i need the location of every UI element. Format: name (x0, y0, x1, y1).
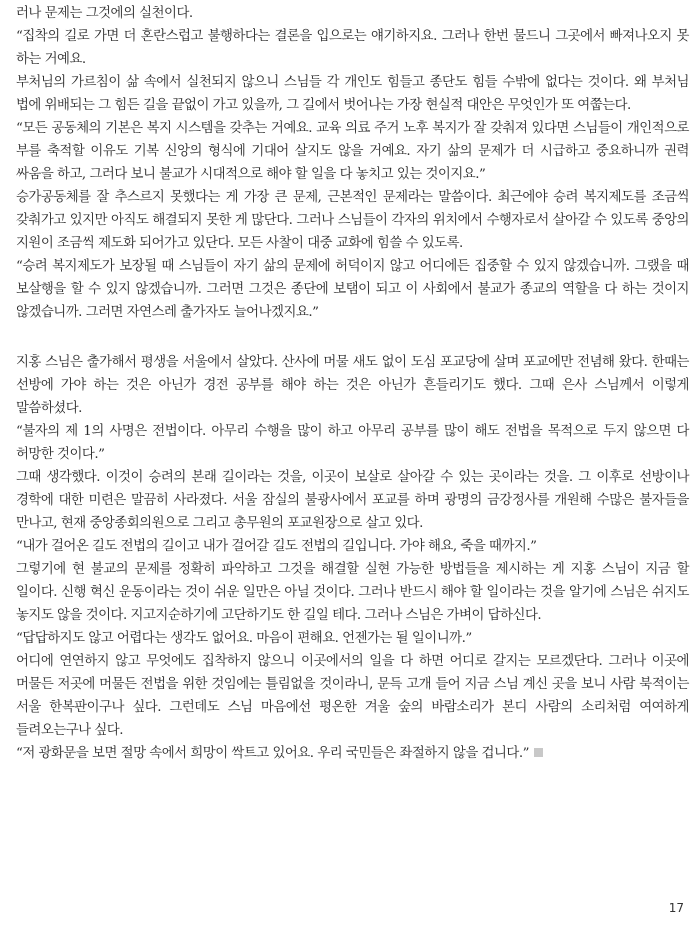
paragraph: 승가공동체를 잘 추스르지 못했다는 게 가장 큰 문제, 근본적인 문제라는 말씀이다. 최근에야 승려 복지제도를 조금씩 갖춰가고 있지만 아직도 해결되지 못한 게 많단다. 그러나 스님들이 각자의 위치에서 수행자로서 살아갈 수 있도록 중앙의 지원이 조금씩 제도화 되어가고 있단다. 모든 사찰이 대중 교화에 힘쓸 수 있도록. (16, 190, 689, 251)
quote-paragraph: “답답하지도 않고 어렵다는 생각도 없어요. 마음이 편해요. 언젠가는 될 일이니까.” (16, 631, 472, 646)
page-number: 17 (668, 901, 684, 915)
paragraph: 러나 문제는 그것에의 실천이다. (16, 6, 193, 21)
quote-paragraph: “모든 공동체의 기본은 복지 시스템을 갖추는 거예요. 교육 의료 주거 노후 복지가 잘 갖춰져 있다면 스님들이 개인적으로 부를 축적할 이유도 기복 신앙의 형식에 기대어 살지도 않을 거예요. 자기 삶의 문제가 더 시급하고 중요하니까 권력 싸움을 하고, 그러다 보니 불교가 시대적으로 해야 할 일을 다 놓치고 있는 것이지요.” (16, 121, 689, 182)
quote-paragraph: “불자의 제 1의 사명은 전법이다. 아무리 수행을 많이 하고 아무리 공부를 많이 해도 전법을 목적으로 두지 않으면 다 허망한 것이다.” (16, 424, 689, 462)
article-body (16, 2, 689, 765)
quote-paragraph: “집착의 길로 가면 더 혼란스럽고 불행하다는 결론을 입으로는 얘기하지요. 그러나 한번 물드니 그곳에서 빠져나오지 못 하는 거예요. (16, 29, 689, 67)
paragraph: 그때 생각했다. 이것이 승려의 본래 길이라는 것을, 이곳이 보살로 살아갈 수 있는 곳이라는 것을. 그 이후로 선방이나 경학에 대한 미련은 말끔히 사라졌다. 서울 잠실의 불광사에서 포교를 하며 광명의 금강정사를 개원해 수많은 불자들을 만나고, 현재 중앙종회의원으로 그리고 총무원의 포교원장으로 살고 있다. (16, 470, 689, 531)
quote-paragraph: “승려 복지제도가 보장될 때 스님들이 자기 삶의 문제에 허덕이지 않고 어디에든 집중할 수 있지 않겠습니까. 그랬을 때 보살행을 할 수 있지 않겠습니까. 그러면 그것은 종단에 보탬이 되고 이 사회에서 불교가 종교의 역할을 다 하는 것이지 않겠습니까. 그러면 자연스레 출가자도 늘어나겠지요.” (16, 259, 689, 320)
paragraph: 지홍 스님은 출가해서 평생을 서울에서 살았다. 산사에 머물 새도 없이 도심 포교당에 살며 포교에만 전념해 왔다. 한때는 선방에 가야 하는 것은 아닌가 경전 공부를 해야 하는 것은 아닌가 흔들리기도 했다. 그때 은사 스님께서 이렇게 말씀하셨다. (16, 355, 689, 416)
closing-quote-text: “저 광화문을 보면 절망 속에서 희망이 싹트고 있어요. 우리 국민들은 좌절하지 않을 겁니다.” (16, 746, 529, 761)
paragraph: 부처님의 가르침이 삶 속에서 실천되지 않으니 스님들 각 개인도 힘들고 종단도 힘들 수밖에 없다는 것이다. 왜 부처님 법에 위배되는 그 힘든 길을 끝없이 가고 있을까, 그 길에서 벗어나는 가장 현실적 대안은 무엇인가 또 여쭙는다. (16, 75, 689, 113)
paragraph: 어디에 연연하지 않고 무엇에도 집착하지 않으니 이곳에서의 일을 다 하면 어디로 갈지는 모르겠단다. 그러나 이곳에 머물든 저곳에 머물든 전법을 위한 것임에는 틀림없을 것이라니, 문득 고개 들어 지금 스님 계신 곳을 보니 사람 북적이는 서울 한복판이구나 싶다. 그런데도 스님 마음에선 평온한 겨울 숲의 바람소리가 본디 사람의 소리처럼 여여하게 들려오는구나 싶다. (16, 654, 689, 738)
paragraph: 그렇기에 현 불교의 문제를 정확히 파악하고 그것을 해결할 실현 가능한 방법들을 제시하는 게 지홍 스님이 지금 할 일이다. 신행 혁신 운동이라는 것이 쉬운 일만은 아닐 것이다. 그러나 반드시 해야 할 일이라는 것을 알기에 스님은 쉬지도 놓지도 않을 것이다. 지고지순하기에 고단하기도 한 길일 테다. 그러나 스님은 가벼이 답하신다. (16, 562, 689, 623)
quote-paragraph: “내가 걸어온 길도 전법의 길이고 내가 걸어갈 길도 전법의 길입니다. 가야 해요, 죽을 때까지.” (16, 539, 537, 554)
end-of-article-mark (534, 748, 543, 757)
section-gap (16, 324, 689, 351)
closing-quote-paragraph (16, 742, 689, 765)
